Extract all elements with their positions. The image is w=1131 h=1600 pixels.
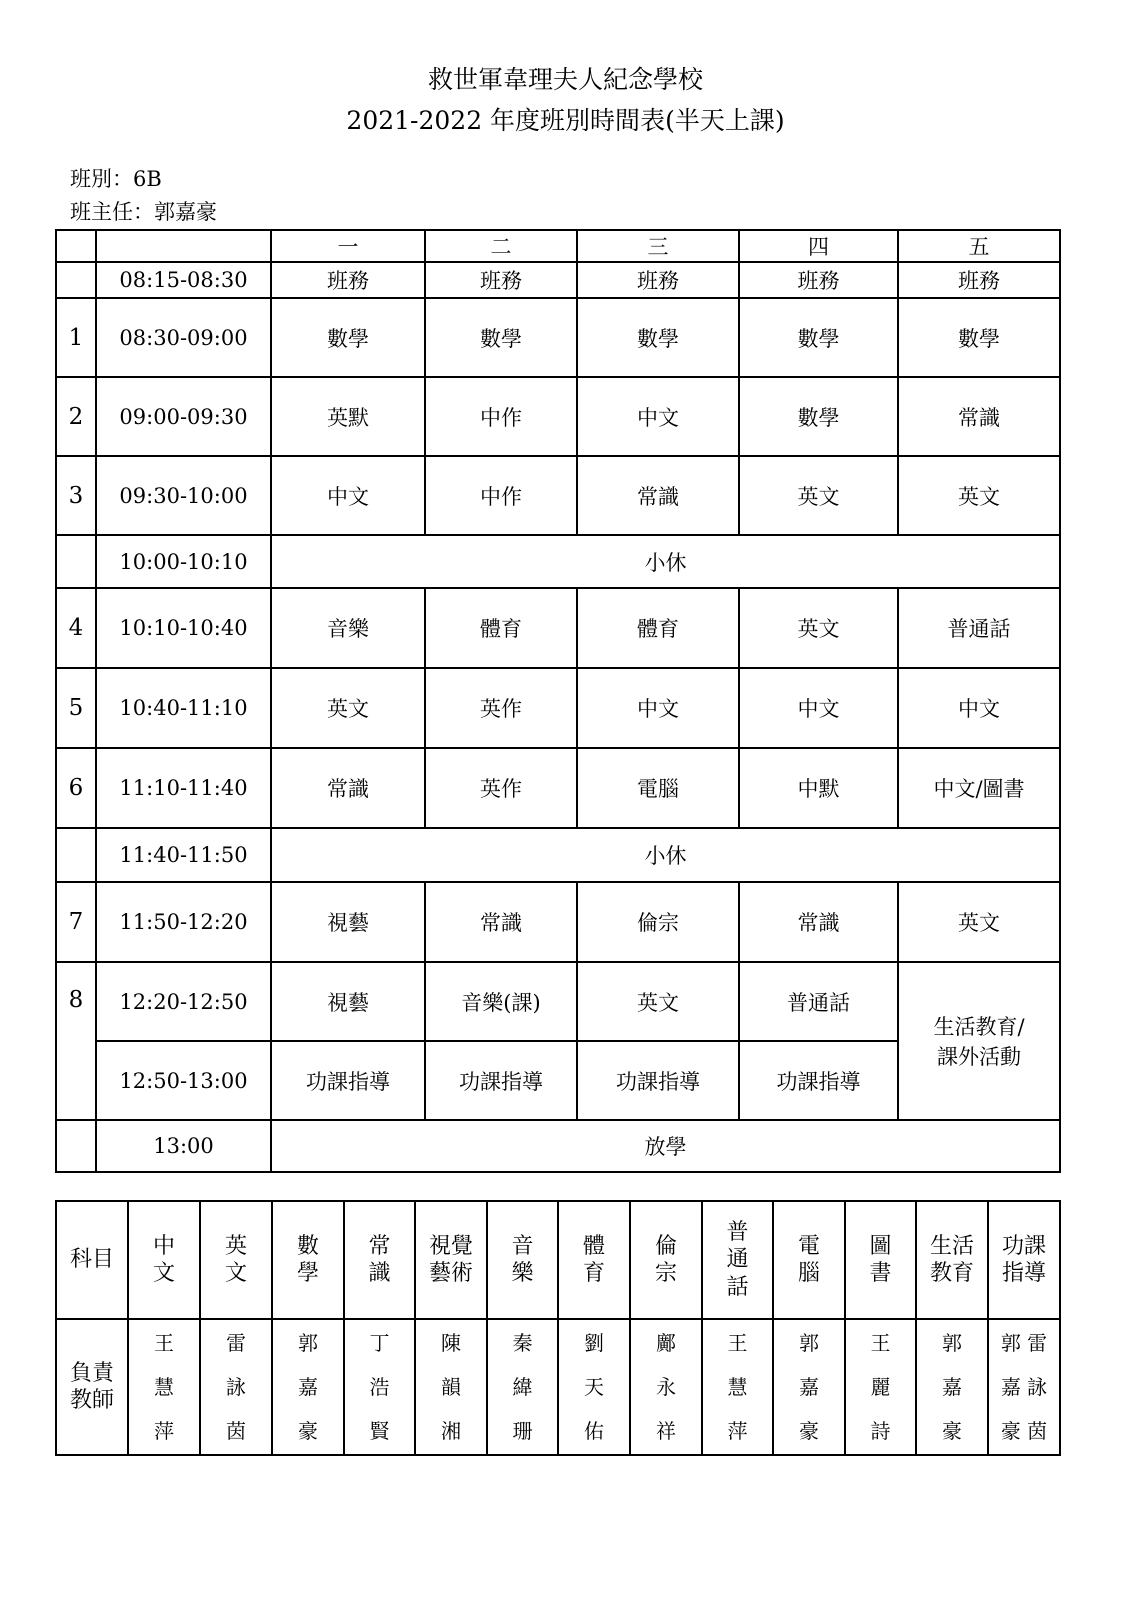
subject-char: 書 (869, 1261, 892, 1286)
teacher-char: 佑 (584, 1419, 604, 1443)
subject-cell (916, 1201, 988, 1319)
teacher-char: 萍 (154, 1419, 174, 1443)
break-row (56, 828, 1060, 882)
teacher-char: 緯 (512, 1375, 533, 1399)
subject-cell (415, 1201, 487, 1319)
lesson-cell: 音樂 (271, 588, 425, 668)
dismissal-label: 放學 (271, 1120, 1060, 1172)
subject-char: 倫 (654, 1233, 677, 1259)
lesson-cell: 中文 (739, 668, 898, 748)
period-row (56, 668, 1060, 748)
lesson-cell: 視藝 (271, 962, 425, 1041)
subject-char: 電 (797, 1233, 820, 1259)
lesson-cell: 功課指導 (425, 1041, 577, 1120)
lesson-cell: 英默 (271, 377, 425, 456)
teacher-char: 麗 (870, 1375, 891, 1399)
time-slot: 09:00-09:30 (96, 377, 271, 456)
day-header: 二 (425, 230, 577, 262)
lesson-cell: 中文 (898, 668, 1060, 748)
teacher-char: 劉 (584, 1331, 604, 1355)
teacher-cell (272, 1319, 344, 1455)
lesson-cell: 電腦 (577, 748, 739, 828)
lesson-cell: 數學 (739, 298, 898, 377)
teacher-row (56, 1319, 1060, 1455)
teacher-cell (344, 1319, 415, 1455)
timetable (55, 229, 1061, 1173)
lesson-cell: 普通話 (739, 962, 898, 1041)
subject-row (56, 1201, 1060, 1319)
period-number: 3 (56, 456, 96, 535)
merged-line: 生活教育/ (933, 1015, 1025, 1039)
teacher-char: 浩 (369, 1375, 390, 1399)
teacher-char: 鄺 (656, 1331, 676, 1355)
lesson-cell: 常識 (577, 456, 739, 535)
lesson-cell: 中文 (271, 456, 425, 535)
subject-cell (558, 1201, 630, 1319)
lesson-cell: 音樂(課) (425, 962, 577, 1041)
lesson-cell: 常識 (898, 377, 1060, 456)
subject-char: 識 (368, 1261, 391, 1286)
lesson-cell: 常識 (425, 882, 577, 962)
lesson-cell: 倫宗 (577, 882, 739, 962)
teacher-char: 嘉 (942, 1375, 962, 1399)
subject-char: 學 (296, 1261, 319, 1286)
lesson-cell: 英文 (898, 882, 1060, 962)
teacher-cell (845, 1319, 916, 1455)
teacher-char: 珊 (512, 1419, 533, 1443)
subject-char: 生活 (929, 1233, 974, 1259)
teacher-cell (415, 1319, 487, 1455)
break-row (56, 535, 1060, 588)
subject-cell (128, 1201, 200, 1319)
subject-char: 英 (224, 1233, 247, 1259)
teacher-char: 韻 (441, 1375, 461, 1399)
time-slot: 12:20-12:50 (96, 962, 271, 1041)
time-slot: 09:30-10:00 (96, 456, 271, 535)
class-teacher-label: 班主任：郭嘉豪 (70, 200, 217, 224)
dismissal-row (56, 1120, 1060, 1172)
teacher-cell (916, 1319, 988, 1455)
period-number (56, 262, 96, 298)
subject-char: 常 (368, 1233, 391, 1259)
subject-teacher-table (55, 1200, 1061, 1456)
period-number: 6 (56, 748, 96, 828)
period-row (56, 588, 1060, 668)
teacher-char: 茵 (226, 1419, 246, 1443)
subject-char: 樂 (511, 1261, 534, 1286)
teacher-char: 郭 (799, 1331, 819, 1355)
subject-cell (773, 1201, 845, 1319)
lesson-cell: 中作 (425, 377, 577, 456)
teacher-cell (200, 1319, 272, 1455)
timetable-title: 2021-2022 年度班別時間表(半天上課) (346, 106, 785, 135)
lesson-cell: 英文 (739, 588, 898, 668)
subject-char: 文 (224, 1261, 247, 1286)
teacher-char: 郭 雷 (1000, 1331, 1048, 1355)
lesson-cell: 功課指導 (577, 1041, 739, 1120)
teacher-char: 嘉 (799, 1375, 819, 1399)
subject-char: 宗 (654, 1261, 677, 1286)
subject-cell (845, 1201, 916, 1319)
lesson-cell: 中文 (577, 377, 739, 456)
lesson-cell: 數學 (425, 298, 577, 377)
lesson-cell: 體育 (577, 588, 739, 668)
class-label: 班別：6B (70, 167, 162, 191)
subject-char: 圖 (869, 1233, 892, 1259)
lesson-cell: 英作 (425, 748, 577, 828)
subject-cell (487, 1201, 558, 1319)
teacher-cell (773, 1319, 845, 1455)
day-header: 五 (898, 230, 1060, 262)
teacher-char: 王 (727, 1331, 748, 1355)
lesson-cell: 數學 (898, 298, 1060, 377)
lesson-cell: 班務 (577, 262, 739, 298)
break-label: 小休 (271, 535, 1060, 588)
period-row (56, 298, 1060, 377)
lesson-cell: 數學 (739, 377, 898, 456)
subject-char: 視覺 (428, 1233, 473, 1259)
time-slot: 08:30-09:00 (96, 298, 271, 377)
merged-line: 課外活動 (937, 1045, 1021, 1069)
period-number (56, 1041, 96, 1120)
time-slot: 12:50-13:00 (96, 1041, 271, 1120)
teacher-char: 詠 (226, 1375, 246, 1399)
time-slot: 08:15-08:30 (96, 262, 271, 298)
time-slot: 11:50-12:20 (96, 882, 271, 962)
lesson-cell: 視藝 (271, 882, 425, 962)
lesson-cell: 英文 (739, 456, 898, 535)
teacher-char: 永 (656, 1375, 676, 1399)
time-slot: 13:00 (96, 1120, 271, 1172)
subject-char: 指導 (1001, 1261, 1046, 1286)
period-row (56, 456, 1060, 535)
teacher-cell (702, 1319, 773, 1455)
lesson-cell: 功課指導 (271, 1041, 425, 1120)
day-header-row (56, 230, 1060, 262)
subject-cell (988, 1201, 1060, 1319)
teacher-char: 丁 (369, 1331, 390, 1355)
teacher-char: 豪 (942, 1419, 962, 1443)
teacher-char: 雷 (226, 1331, 246, 1355)
teacher-char: 郭 (942, 1331, 962, 1355)
lesson-cell: 常識 (271, 748, 425, 828)
lesson-cell: 中文/圖書 (898, 748, 1060, 828)
teacher-char: 天 (584, 1375, 604, 1399)
subject-char: 音 (511, 1233, 534, 1259)
subject-char: 育 (582, 1261, 605, 1286)
subject-char: 中 (152, 1233, 175, 1259)
period-number: 4 (56, 588, 96, 668)
subject-char: 數 (296, 1233, 319, 1259)
teacher-char: 豪 (799, 1419, 819, 1443)
period-number: 8 (56, 962, 96, 1041)
teacher-char: 嘉 詠 (1000, 1375, 1048, 1399)
lesson-cell: 英作 (425, 668, 577, 748)
break-label: 小休 (271, 828, 1060, 882)
lesson-cell: 功課指導 (739, 1041, 898, 1120)
teacher-cell (128, 1319, 200, 1455)
period-number (56, 1120, 96, 1172)
teacher-cell (630, 1319, 702, 1455)
day-header: 四 (739, 230, 898, 262)
subject-char: 腦 (797, 1261, 820, 1286)
teacher-char: 慧 (727, 1375, 748, 1399)
day-header: 三 (577, 230, 739, 262)
teacher-char: 王 (154, 1331, 174, 1355)
admin-row (56, 262, 1060, 298)
lesson-cell: 英文 (898, 456, 1060, 535)
period-number: 2 (56, 377, 96, 456)
teacher-char: 秦 (512, 1331, 533, 1355)
lesson-cell: 英文 (577, 962, 739, 1041)
period-number: 5 (56, 668, 96, 748)
lesson-cell: 數學 (271, 298, 425, 377)
period-number (56, 828, 96, 882)
time-slot: 11:10-11:40 (96, 748, 271, 828)
time-slot: 10:10-10:40 (96, 588, 271, 668)
lesson-cell: 中作 (425, 456, 577, 535)
subject-char: 功課 (1001, 1233, 1046, 1259)
subject-cell (630, 1201, 702, 1319)
lesson-cell: 中默 (739, 748, 898, 828)
subject-cell (344, 1201, 415, 1319)
friday-merged-cell (898, 962, 1060, 1120)
corner-cell (56, 230, 96, 262)
teacher-char: 萍 (727, 1419, 748, 1443)
teacher-header-line: 負責 (69, 1360, 114, 1386)
subject-char: 教育 (929, 1261, 974, 1286)
lesson-cell: 普通話 (898, 588, 1060, 668)
time-slot: 10:40-11:10 (96, 668, 271, 748)
time-slot: 10:00-10:10 (96, 535, 271, 588)
subject-char: 藝術 (428, 1261, 473, 1286)
period-row (56, 962, 1060, 1041)
lesson-cell: 體育 (425, 588, 577, 668)
teacher-char: 王 (870, 1331, 891, 1355)
subject-char: 話 (726, 1274, 749, 1300)
teacher-header (56, 1319, 128, 1455)
period-row (56, 748, 1060, 828)
lesson-cell: 中文 (577, 668, 739, 748)
lesson-cell: 班務 (898, 262, 1060, 298)
teacher-char: 陳 (441, 1331, 461, 1355)
teacher-char: 湘 (441, 1419, 461, 1443)
lesson-cell: 班務 (271, 262, 425, 298)
teacher-header-line: 教師 (69, 1388, 114, 1413)
lesson-cell: 數學 (577, 298, 739, 377)
corner-cell (96, 230, 271, 262)
lesson-cell: 班務 (425, 262, 577, 298)
teacher-char: 豪 (298, 1419, 318, 1443)
subject-char: 體 (582, 1233, 605, 1259)
subject-char: 通 (726, 1247, 749, 1273)
school-name: 救世軍韋理夫人紀念學校 (427, 65, 703, 94)
teacher-char: 嘉 (298, 1375, 318, 1399)
lesson-cell: 英文 (271, 668, 425, 748)
teacher-char: 郭 (298, 1331, 318, 1355)
teacher-char: 詩 (870, 1419, 891, 1443)
subject-cell (200, 1201, 272, 1319)
teacher-char: 慧 (154, 1375, 174, 1399)
teacher-char: 祥 (656, 1419, 676, 1443)
period-row (56, 882, 1060, 962)
teacher-char: 豪 茵 (1000, 1419, 1048, 1443)
subject-char: 文 (152, 1261, 175, 1286)
subject-header: 科目 (56, 1201, 128, 1319)
teacher-char: 賢 (369, 1419, 390, 1443)
teacher-cell (558, 1319, 630, 1455)
period-number: 1 (56, 298, 96, 377)
subject-char: 普 (726, 1219, 749, 1245)
teacher-cell (988, 1319, 1060, 1455)
lesson-cell: 班務 (739, 262, 898, 298)
lesson-cell: 常識 (739, 882, 898, 962)
time-slot: 11:40-11:50 (96, 828, 271, 882)
period-number (56, 535, 96, 588)
period-row (56, 377, 1060, 456)
subject-cell (272, 1201, 344, 1319)
period-number: 7 (56, 882, 96, 962)
subject-cell (702, 1201, 773, 1319)
day-header: 一 (271, 230, 425, 262)
teacher-cell (487, 1319, 558, 1455)
